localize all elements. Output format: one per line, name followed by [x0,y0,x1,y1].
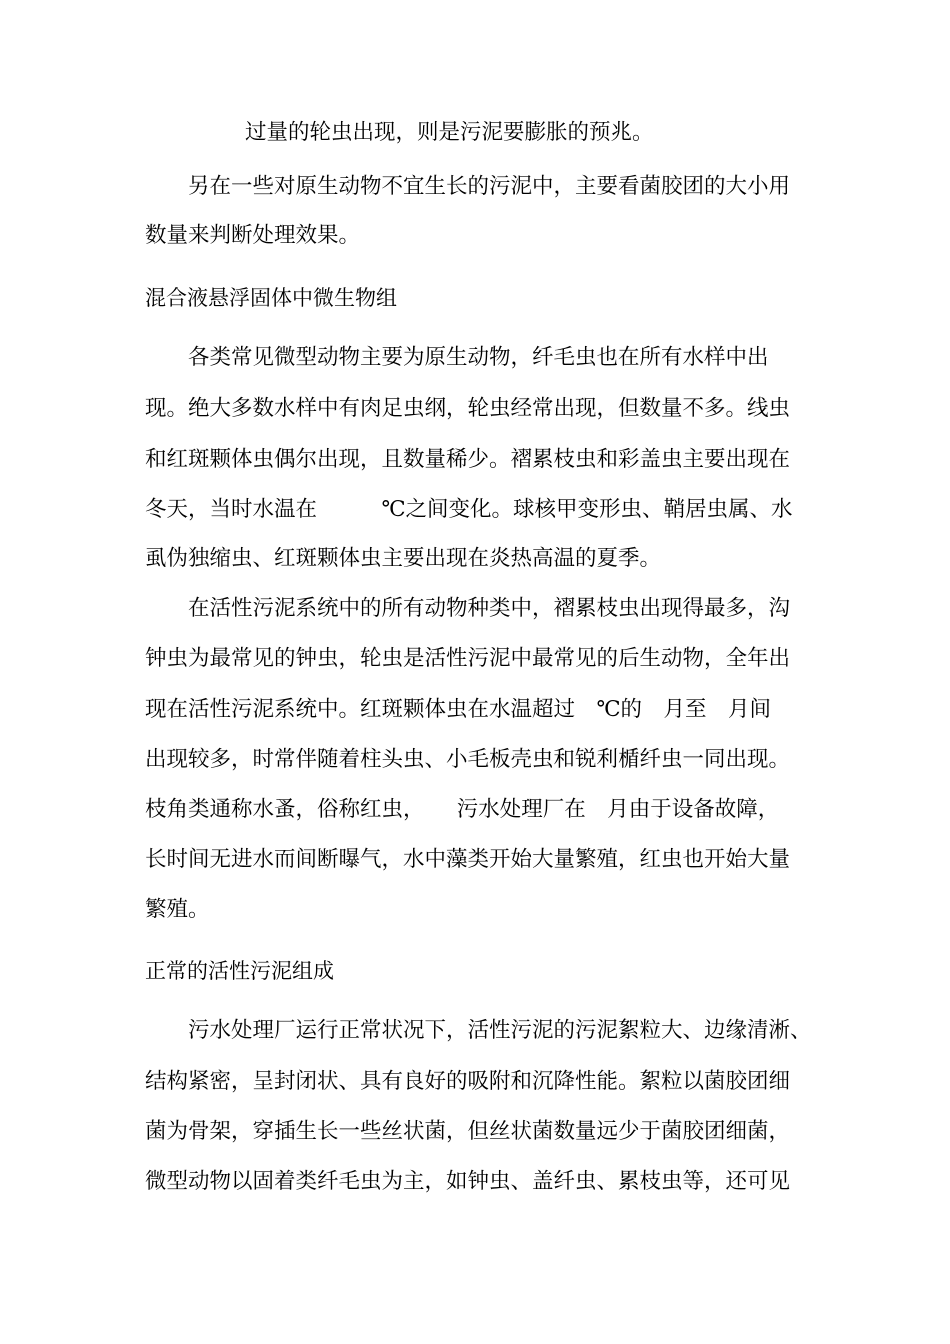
paragraph-line: 各类常见微型动物主要为原生动物，纤毛虫也在所有水样中出 [188,345,769,370]
paragraph-line: 污水处理厂运行正常状况下，活性污泥的污泥絮粒大、边缘清淅、 [188,1018,812,1043]
paragraph-line: 结构紧密，呈封闭状、具有良好的吸附和沉降性能。絮粒以菌胶团细 [145,1069,791,1094]
paragraph-line: 微型动物以固着类纤毛虫为主，如钟虫、盖纤虫、累枝虫等，还可见 [145,1169,791,1194]
paragraph-line: 繁殖。 [145,897,210,922]
paragraph-line: 冬天，当时水温在 ℃之间变化。球核甲变形虫、鞘居虫属、水 [145,497,793,522]
section-heading: 正常的活性污泥组成 [145,959,334,983]
paragraph-line: 钟虫为最常见的钟虫，轮虫是活性污泥中最常见的后生动物，全年出 [145,646,791,671]
paragraph-line: 在活性污泥系统中的所有动物种类中，褶累枝虫出现得最多，沟 [188,596,791,621]
paragraph-line: 另在一些对原生动物不宜生长的污泥中，主要看菌胶团的大小用 [188,174,791,199]
paragraph-line: 现在活性污泥系统中。红斑颗体虫在水温超过 ℃的 月至 月间 [145,697,772,722]
paragraph-line: 出现较多，时常伴随着柱头虫、小毛板壳虫和锐利楯纤虫一同出现。 [145,747,791,772]
paragraph-line: 枝角类通称水蚤，俗称红虫， 污水处理厂在 月由于设备故障， [145,797,780,822]
paragraph-line: 长时间无进水而间断曝气，水中藻类开始大量繁殖，红虫也开始大量 [145,847,791,872]
paragraph-line: 现。绝大多数水样中有肉足虫纲，轮虫经常出现，但数量不多。线虫 [145,396,791,421]
paragraph-line: 虱伪独缩虫、红斑颗体虫主要出现在炎热高温的夏季。 [145,546,662,571]
section-heading: 混合液悬浮固体中微生物组 [145,286,397,310]
paragraph-line: 菌为骨架，穿插生长一些丝状菌，但丝状菌数量远少于菌胶团细菌， [145,1119,791,1144]
paragraph-line: 数量来判断处理效果。 [145,223,361,248]
paragraph-line: 过量的轮虫出现，则是污泥要膨胀的预兆。 [245,120,654,145]
paragraph-line: 和红斑颗体虫偶尔出现，且数量稀少。褶累枝虫和彩盖虫主要出现在 [145,447,791,472]
